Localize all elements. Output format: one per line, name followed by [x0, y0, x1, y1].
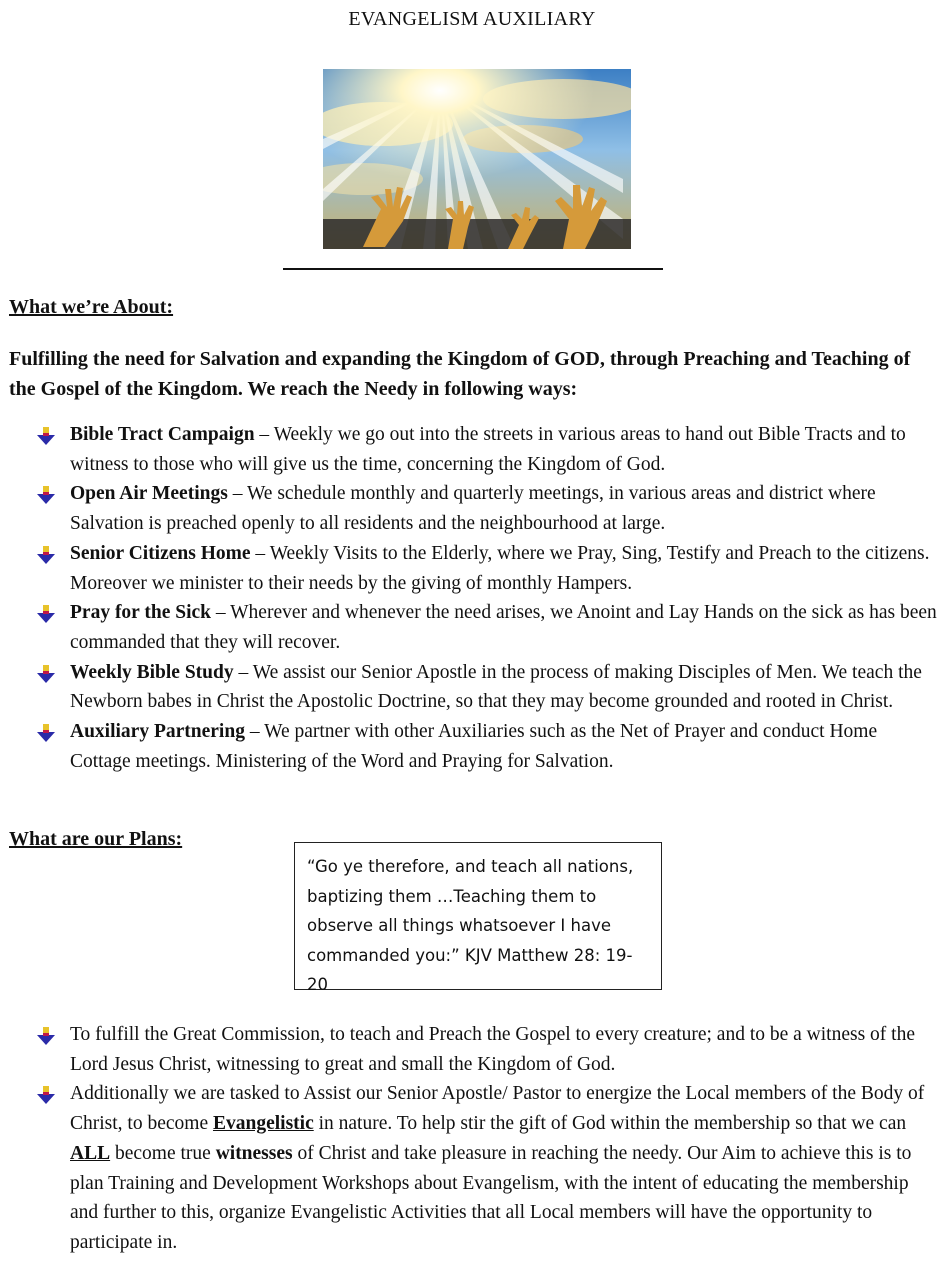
plan-text: in nature. To help stir the gift of God within the membership so that we can: [313, 1113, 907, 1135]
arrow-down-icon: [36, 1027, 56, 1045]
item-text: – We partner with other Auxiliaries such as the Net of Prayer and conduct Home Cottage meetings. Ministering of the Word and Praying for Salvation.: [70, 721, 878, 772]
item-text: – We assist our Senior Apostle in the process of making Disciples of Men. We teach the Newborn babes in Christ the Apostolic Doctrine, so that they may become grounded and rooted in Christ.: [70, 661, 922, 713]
document-title: EVANGELISM AUXILIARY: [348, 8, 596, 30]
about-list: [36, 420, 941, 776]
list-item: [36, 658, 941, 717]
item-title: Bible Tract Campaign: [70, 424, 255, 445]
item-title: Auxiliary Partnering: [70, 721, 245, 743]
plan-text: of Christ and take pleasure in reaching the needy. Our Aim to achieve this is to plan Training and Development Workshops about Evangelism, with the intent of educating the membership and further to this, organize Evangelistic Activities that all Local members will have the opportunity to participate in.: [70, 1142, 912, 1253]
item-title: Open Air Meetings: [70, 483, 228, 505]
emphasis-evangelistic: Evangelistic: [212, 1113, 314, 1135]
arrow-down-icon: [36, 605, 56, 623]
arrow-down-icon: [36, 486, 56, 504]
plan-text: To fulfill the Great Commission, to teach and Preach the Gospel to every creature; and to be a witness of the Lord Jesus Christ, witnessing to great and small the Kingdom of God.: [70, 1024, 916, 1075]
list-item: [36, 539, 941, 598]
arrow-down-icon: [36, 665, 56, 683]
plans-heading: What are our Plans:: [9, 828, 183, 850]
item-title: Pray for the Sick: [70, 602, 211, 624]
list-item: [36, 1020, 941, 1079]
arrow-down-icon: [36, 427, 56, 445]
item-text: – Wherever and whenever the need arises, we Anoint and Lay Hands on the sick as has been commanded that they will recover.: [70, 602, 937, 653]
emphasis-all: ALL: [70, 1142, 111, 1164]
plans-list: [36, 1020, 941, 1258]
scripture-quote-box: “Go ye therefore, and teach all nations, baptizing them …Teaching them to observe all things whatsoever I have commanded you:” KJV Matthew 28: 19-20: [294, 842, 662, 990]
item-text: – Weekly we go out into the streets in various areas to hand out Bible Tracts and to witness to those who will give us the time, concerning the Kingdom of God.: [70, 424, 906, 475]
list-item: [36, 479, 941, 538]
hero-image: [323, 69, 631, 249]
item-text: – Weekly Visits to the Elderly, where we Pray, Sing, Testify and Preach to the citizens. Moreover we minister to their needs by the giving of monthly Hampers.: [70, 542, 930, 594]
item-text: – We schedule monthly and quarterly meetings, in various areas and district where Salvation is preached openly to all residents and the neighbourhood at large.: [70, 483, 876, 535]
about-lead: Fulfilling the need for Salvation and expanding the Kingdom of GOD, through Preaching and Teaching of the Gospel of the Kingdom. We reach the Needy in following ways:: [9, 348, 911, 400]
list-item: [36, 420, 941, 479]
item-title: Senior Citizens Home: [70, 542, 251, 564]
arrow-down-icon: [36, 546, 56, 564]
about-heading: What we’re About:: [9, 296, 174, 318]
plan-text: Additionally we are tasked to Assist our Senior Apostle/ Pastor to energize the Local members of the Body of Christ, to become: [70, 1083, 925, 1135]
item-title: Weekly Bible Study: [70, 661, 234, 683]
plan-text: become true: [110, 1142, 216, 1164]
list-item: [36, 1079, 941, 1257]
list-item: [36, 717, 941, 776]
emphasis-witnesses: witnesses: [215, 1142, 293, 1164]
divider-rule: [283, 268, 663, 270]
arrow-down-icon: [36, 724, 56, 742]
arrow-down-icon: [36, 1086, 56, 1104]
list-item: [36, 598, 941, 657]
